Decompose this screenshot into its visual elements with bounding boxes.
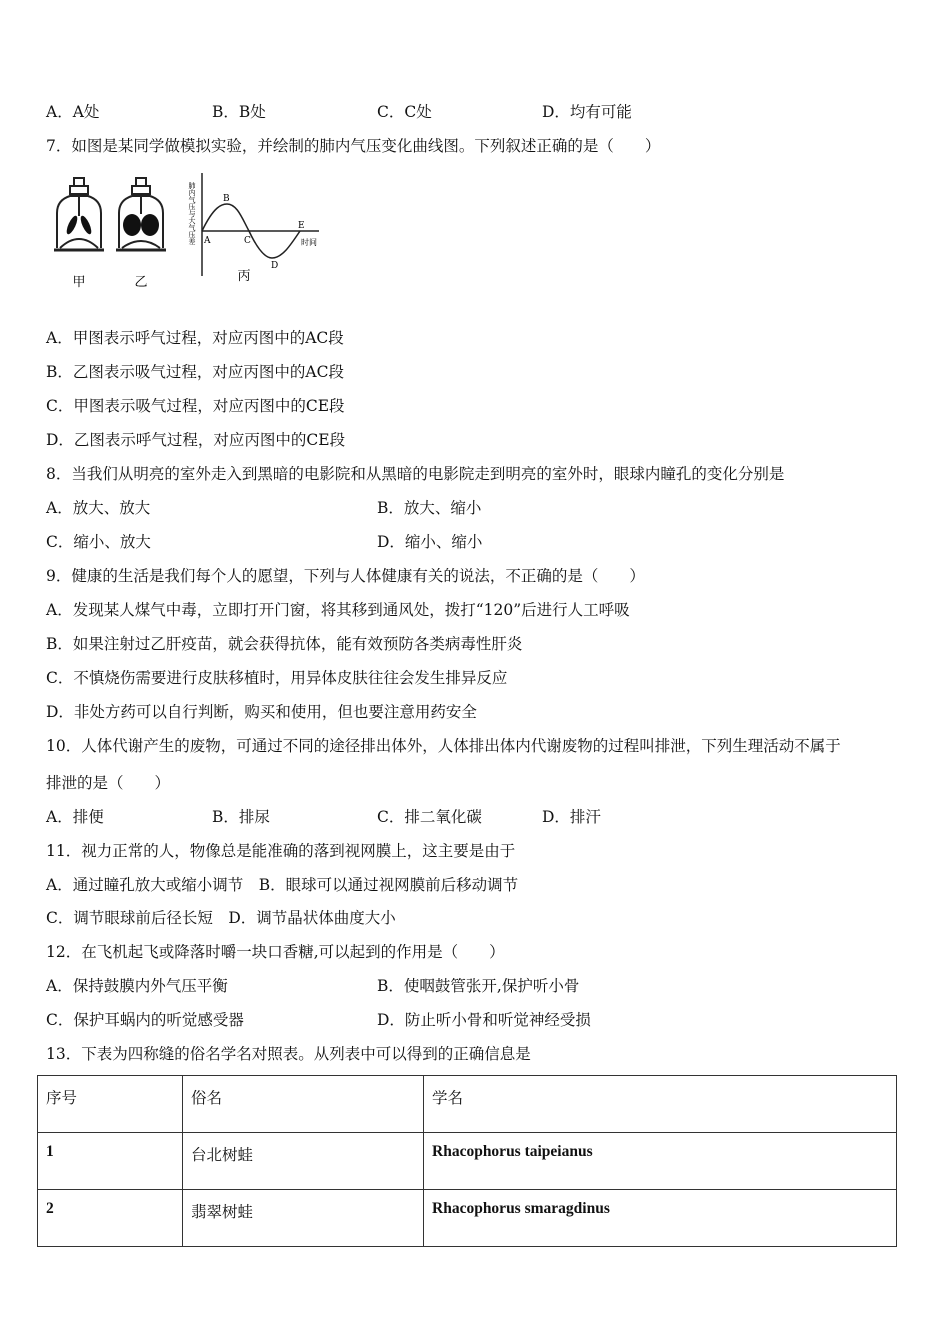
q9-option-a: A．发现某人煤气中毒，立即打开门窗，将其移到通风处，拨打“120”后进行人工呼吸 [46, 601, 630, 619]
row-common-name: 台北树蛙 [183, 1133, 424, 1190]
header-index: 序号 [38, 1076, 183, 1133]
q12-option-c: C．保护耳蜗内的听觉感受器 [46, 1011, 244, 1029]
q10-option-b: B．排尿 [212, 808, 270, 826]
q8-option-d: D．缩小、缩小 [377, 533, 483, 551]
header-scientific-name: 学名 [424, 1076, 897, 1133]
q10-stem-line2: 排泄的是（ ） [46, 774, 171, 792]
header-common-name: 俗名 [183, 1076, 424, 1133]
row-index: 1 [38, 1133, 183, 1190]
q10-option-a: A．排便 [46, 808, 104, 826]
point-c: C [244, 236, 251, 246]
q6-option-a: A．A处 [46, 103, 100, 121]
bell-jar-yi [116, 178, 166, 250]
q6-option-d: D．均有可能 [542, 103, 632, 121]
y-axis-label: 肺内气压与大气压差 [188, 182, 196, 245]
q10-option-d: D．排汗 [542, 808, 601, 826]
q7-stem: 7．如图是某同学做模拟实验，并绘制的肺内气压变化曲线图。下列叙述正确的是（ ） [46, 137, 661, 155]
bell-jar-jia [54, 178, 104, 250]
q13-stem: 13．下表为四称缝的俗名学名对照表。从列表中可以得到的正确信息是 [46, 1045, 531, 1063]
point-b: B [223, 194, 230, 204]
q9-stem: 9．健康的生活是我们每个人的愿望，下列与人体健康有关的说法，不正确的是（ ） [46, 567, 645, 585]
q9-option-c: C．不慎烧伤需要进行皮肤移植时，用异体皮肤往往会发生排异反应 [46, 669, 508, 687]
q7-option-d: D．乙图表示呼气过程，对应丙图中的CE段 [46, 431, 346, 449]
table-row [38, 1190, 897, 1247]
q12-option-a: A．保持鼓膜内外气压平衡 [46, 977, 228, 995]
point-e: E [298, 221, 305, 231]
row-scientific-name: Rhacophorus taipeianus [424, 1133, 897, 1190]
q7-option-b: B．乙图表示吸气过程，对应丙图中的AC段 [46, 363, 344, 381]
q11-stem: 11．视力正常的人，物像总是能准确的落到视网膜上，这主要是由于 [46, 842, 516, 860]
q6-option-b: B．B处 [212, 103, 266, 121]
label-bing: 丙 [237, 269, 251, 284]
q8-option-b: B．放大、缩小 [377, 499, 482, 517]
q8-option-a: A．放大、放大 [46, 499, 151, 517]
table-header-row [38, 1076, 897, 1133]
q11-options-cd: C．调节眼球前后径长短 D．调节晶状体曲度大小 [46, 909, 396, 927]
point-d: D [271, 261, 279, 271]
q10-stem-line1: 10．人体代谢产生的废物，可通过不同的途径排出体外，人体排出体内代谢废物的过程叫排泄，下列生理活动不属于 [46, 737, 841, 755]
label-yi: 乙 [134, 275, 148, 290]
q7-option-c: C．甲图表示吸气过程，对应丙图中的CE段 [46, 397, 345, 415]
q9-option-d: D．非处方药可以自行判断，购买和使用，但也要注意用药安全 [46, 703, 477, 721]
q12-stem: 12．在飞机起飞或降落时嚼一块口香糖,可以起到的作用是（ ） [46, 943, 505, 961]
q6-option-c: C．C处 [377, 103, 432, 121]
q11-options-ab: A．通过瞳孔放大或缩小调节 B．眼球可以通过视网膜前后移动调节 [46, 876, 519, 894]
frog-names-table [37, 1075, 897, 1247]
q7-option-a: A．甲图表示呼气过程，对应丙图中的AC段 [46, 329, 344, 347]
q10-option-c: C．排二氧化碳 [377, 808, 482, 826]
q12-option-b: B．使咽鼓管张开,保护听小骨 [377, 977, 580, 995]
row-index: 2 [38, 1190, 183, 1247]
lung-pressure-figure [42, 168, 342, 293]
label-jia: 甲 [72, 275, 86, 290]
point-a: A [204, 236, 211, 246]
x-axis-label: 时间 [301, 238, 317, 247]
q8-stem: 8．当我们从明亮的室外走入到黑暗的电影院和从黑暗的电影院走到明亮的室外时，眼球内瞳孔的变化分别是 [46, 465, 785, 483]
q8-option-c: C．缩小、放大 [46, 533, 151, 551]
row-scientific-name: Rhacophorus smaragdinus [424, 1190, 897, 1247]
q9-option-b: B．如果注射过乙肝疫苗，就会获得抗体，能有效预防各类病毒性肝炎 [46, 635, 523, 653]
q12-option-d: D．防止听小骨和听觉神经受损 [377, 1011, 591, 1029]
row-common-name: 翡翠树蛙 [183, 1190, 424, 1247]
table-row [38, 1133, 897, 1190]
